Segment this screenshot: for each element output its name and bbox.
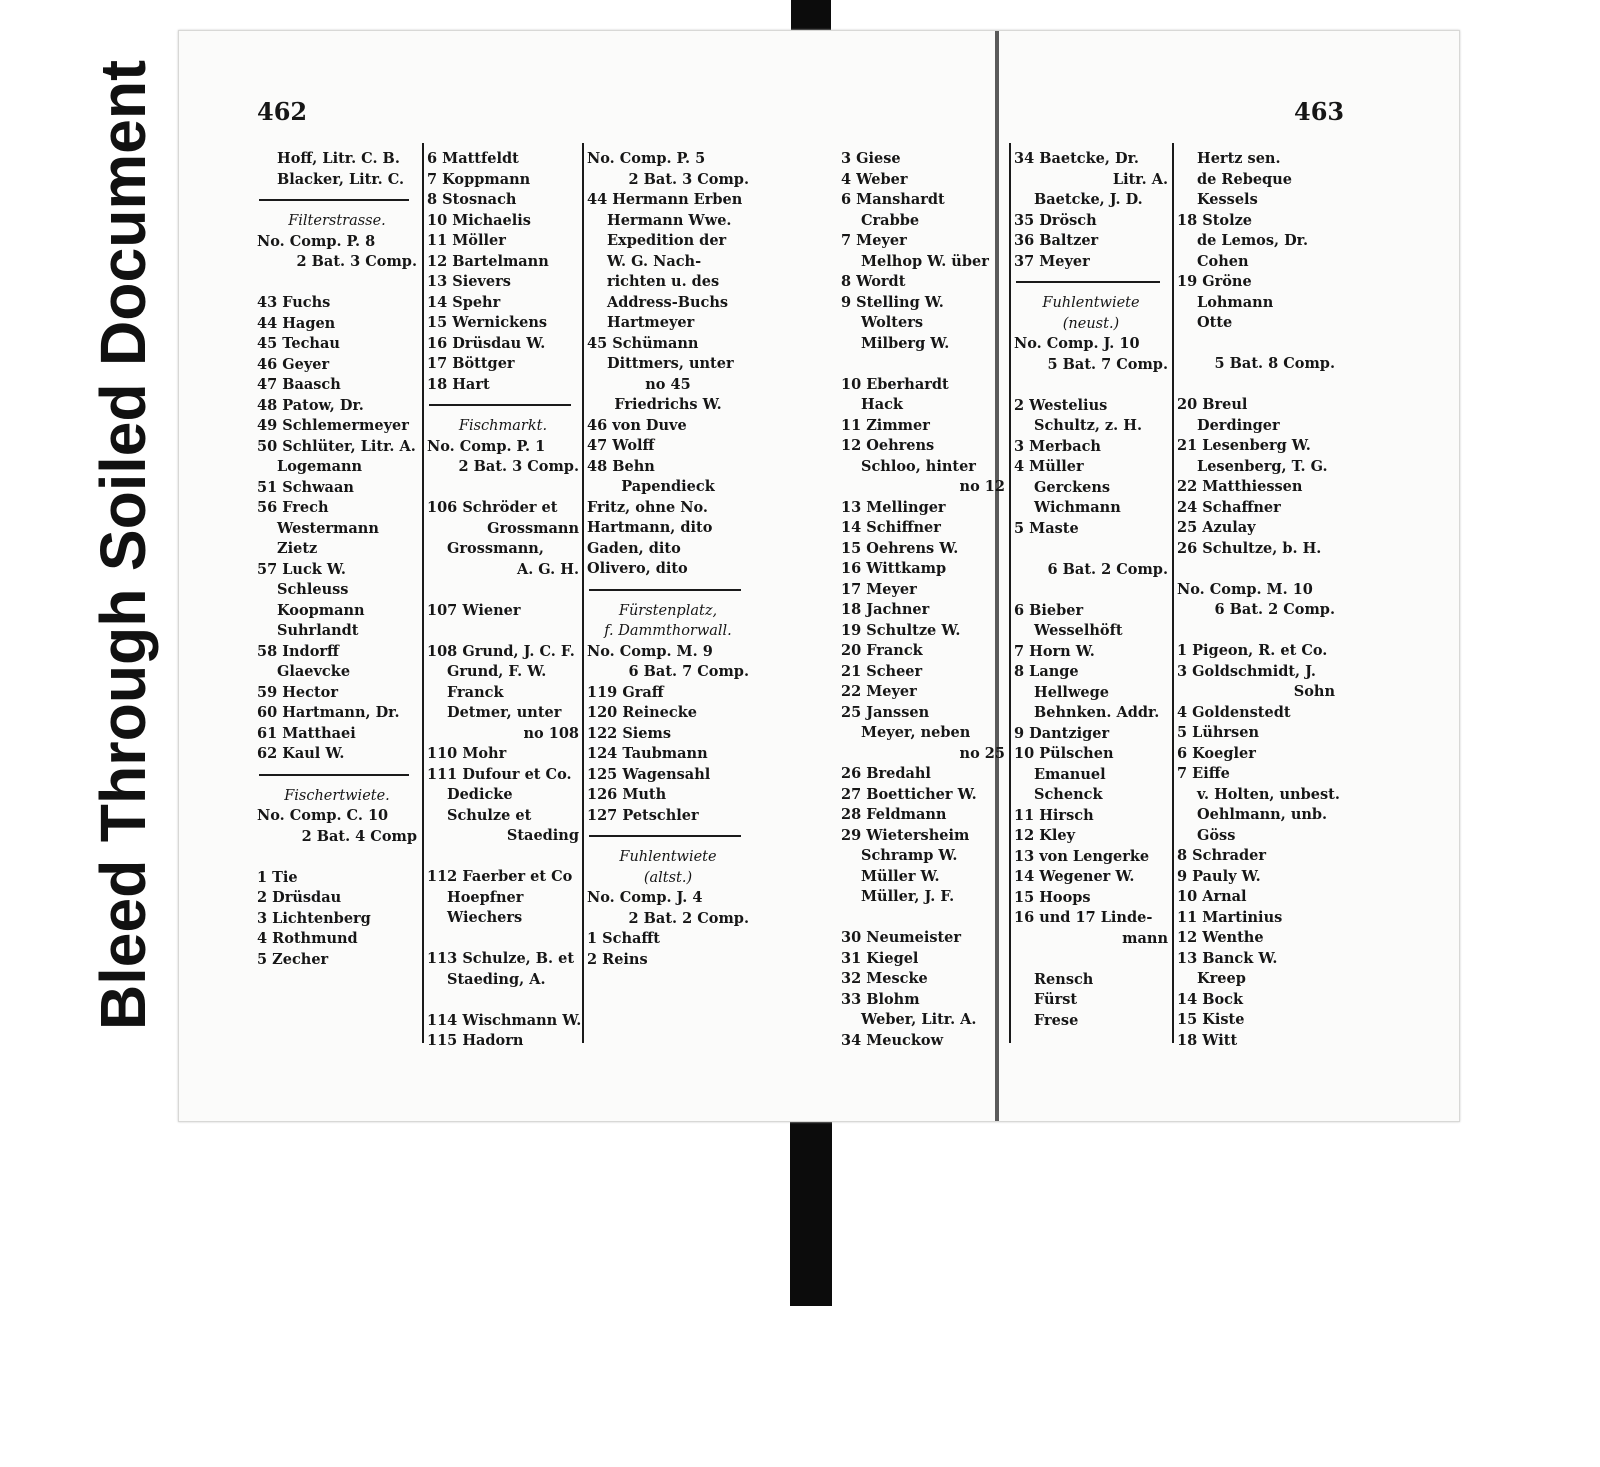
directory-entry: Müller W. (861, 867, 940, 885)
directory-entry: Behnken. Addr. (1034, 704, 1160, 721)
blank-line (1014, 580, 1168, 601)
directory-entry: 13 Sievers (427, 273, 511, 290)
directory-entry: 114 Wischmann W. (427, 1011, 582, 1029)
directory-entry: 10 Arnal (1177, 888, 1247, 905)
directory-entry: 37 Meyer (1014, 252, 1090, 270)
directory-entry: 2 Bat. 4 Comp (301, 827, 417, 845)
directory-entry: Grossmann (487, 519, 579, 537)
directory-entry: 5 Maste (1014, 519, 1079, 537)
directory-column-2 (427, 149, 582, 1052)
directory-entry: 4 Müller (1014, 458, 1084, 475)
directory-column-5 (1014, 149, 1168, 1031)
directory-entry: Koopmann (277, 601, 365, 619)
directory-entry: 46 von Duve (587, 416, 687, 434)
directory-entry: Gaden, dito (587, 539, 681, 557)
bleed-through-stamp (65, 30, 175, 1070)
directory-entry: 1 Pigeon, R. et Co. (1177, 642, 1328, 659)
column-rule (422, 143, 424, 1043)
directory-entry: 62 Kaul W. (257, 745, 345, 762)
directory-entry: 5 Bat. 7 Comp. (1047, 355, 1168, 373)
directory-entry: No. Comp. P. 5 (587, 150, 706, 167)
section-rule (429, 404, 571, 406)
directory-entry: Oehlmann, unb. (1197, 806, 1328, 823)
directory-entry: 12 Oehrens (841, 437, 935, 454)
blank-line (1014, 539, 1168, 560)
section-rule (1016, 281, 1160, 283)
directory-entry: 14 Bock (1177, 990, 1244, 1008)
gutter-tab-bottom (790, 1108, 832, 1306)
directory-entry: Franck (447, 683, 504, 701)
directory-entry: 33 Blohm (841, 990, 920, 1008)
directory-entry: W. G. Nach- (607, 252, 702, 270)
directory-entry: 15 Wernickens (427, 314, 548, 331)
street-heading: Fischmarkt. (458, 418, 548, 434)
directory-entry: 57 Luck W. (257, 560, 346, 578)
directory-entry: 18 Jachner (841, 601, 930, 618)
directory-entry: 44 Hermann Erben (587, 191, 743, 208)
directory-entry: Otte (1197, 314, 1233, 331)
directory-entry: 6 Mattfeldt (427, 150, 519, 167)
directory-entry: 7 Koppmann (427, 170, 531, 188)
directory-entry: Schleuss (277, 581, 349, 598)
directory-entry: 5 Bat. 8 Comp. (1214, 355, 1335, 372)
directory-entry: Derdinger (1197, 416, 1280, 434)
directory-entry: Gerckens (1034, 478, 1111, 496)
directory-entry: Litr. A. (1112, 170, 1168, 188)
directory-entry: Schloo, hinter (861, 457, 976, 475)
directory-entry: 6 Koegler (1177, 744, 1256, 762)
directory-entry: 3 Goldschmidt, J. (1177, 662, 1316, 680)
directory-entry: 19 Schultze W. (841, 621, 961, 639)
directory-entry: 28 Feldmann (841, 806, 947, 823)
blank-line (1177, 621, 1335, 642)
directory-entry: Hack (861, 396, 903, 413)
directory-entry: Schultz, z. H. (1034, 417, 1142, 434)
directory-entry: 60 Hartmann, Dr. (257, 704, 400, 721)
directory-entry: Hartmann, dito (587, 519, 713, 536)
blank-line (257, 847, 417, 868)
directory-entry: 4 Rothmund (257, 930, 358, 947)
directory-entry: 58 Indorff (257, 642, 339, 660)
directory-entry: Wiechers (447, 909, 523, 926)
directory-entry: 10 Michaelis (427, 211, 531, 229)
directory-entry: 27 Boetticher W. (841, 785, 977, 803)
directory-entry: 10 Pülschen (1014, 745, 1114, 762)
directory-entry: Wichmann (1034, 499, 1121, 516)
directory-entry: 14 Spehr (427, 293, 501, 311)
directory-entry: 6 Bat. 2 Comp. (1047, 560, 1168, 578)
directory-entry: Rensch (1034, 970, 1094, 988)
directory-entry: 9 Stelling W. (841, 293, 944, 311)
directory-entry: 26 Bredahl (841, 765, 931, 782)
directory-entry: no 108 (523, 724, 579, 742)
directory-entry: 16 Drüsdau W. (427, 334, 546, 352)
directory-entry: Papendieck (621, 478, 715, 495)
directory-entry: Frese (1034, 1011, 1079, 1029)
directory-entry: 9 Dantziger (1014, 724, 1110, 742)
directory-entry: 6 Manshardt (841, 191, 945, 208)
directory-entry: Zietz (277, 540, 318, 557)
directory-entry: Schramp W. (861, 847, 958, 864)
section-rule (589, 589, 741, 591)
directory-entry: Lohmann (1197, 293, 1274, 311)
directory-entry: 34 Baetcke, Dr. (1014, 150, 1139, 167)
street-heading: f. Dammthorwall. (604, 623, 732, 639)
column-rule (1009, 143, 1011, 1043)
section-rule (589, 835, 741, 837)
directory-entry: 111 Dufour et Co. (427, 765, 572, 783)
directory-entry: Wesselhöft (1034, 622, 1123, 639)
directory-entry: 21 Scheer (841, 662, 923, 680)
directory-entry: 3 Lichtenberg (257, 909, 371, 927)
street-heading: (neust.) (1062, 315, 1120, 332)
directory-entry: 11 Möller (427, 232, 506, 249)
directory-entry: 5 Zecher (257, 950, 329, 968)
book-spread (178, 30, 1460, 1122)
directory-entry: No. Comp. P. 8 (257, 232, 376, 250)
directory-entry: 12 Bartelmann (427, 252, 549, 270)
directory-entry: 7 Eiffe (1177, 765, 1230, 782)
directory-entry: 16 und 17 Linde- (1014, 909, 1153, 926)
directory-entry: Baetcke, J. D. (1034, 191, 1143, 208)
directory-entry: 115 Hadorn (427, 1032, 524, 1049)
directory-entry: no 25 (959, 744, 1005, 762)
directory-entry: Fritz, ohne No. (587, 498, 708, 516)
directory-entry: No. Comp. J. 4 (587, 889, 703, 906)
blank-line (427, 847, 579, 868)
directory-entry: 31 Kiegel (841, 949, 919, 967)
directory-entry: 30 Neumeister (841, 929, 962, 946)
blank-line (1014, 949, 1168, 970)
directory-entry: 106 Schröder et (427, 499, 558, 516)
directory-entry: 22 Meyer (841, 683, 917, 700)
blank-line (841, 908, 1005, 929)
directory-entry: 48 Behn (587, 457, 655, 475)
directory-entry: 113 Schulze, B. et (427, 950, 575, 967)
directory-entry: mann (1122, 929, 1168, 947)
directory-entry: Dedicke (447, 786, 513, 803)
directory-entry: No. Comp. M. 10 (1177, 580, 1313, 598)
directory-entry: 44 Hagen (257, 314, 336, 332)
directory-entry: 119 Graff (587, 683, 664, 701)
directory-entry: 26 Schultze, b. H. (1177, 539, 1322, 557)
right-page-number: 463 (1294, 97, 1345, 126)
directory-entry: 8 Lange (1014, 663, 1079, 680)
directory-entry: 46 Geyer (257, 355, 330, 373)
directory-entry: 11 Martinius (1177, 908, 1283, 926)
directory-entry: v. Holten, unbest. (1197, 785, 1340, 803)
street-heading: Fuhlentwiete (619, 849, 717, 865)
blank-line (427, 990, 579, 1011)
directory-entry: 17 Meyer (841, 580, 917, 598)
directory-entry: 1 Tie (257, 868, 298, 886)
street-heading: Filterstrasse. (288, 213, 386, 229)
directory-entry: 2 Westelius (1014, 396, 1108, 414)
directory-entry: 59 Hector (257, 683, 338, 701)
directory-column-1 (257, 149, 417, 970)
directory-entry: Kreep (1197, 970, 1246, 987)
directory-entry: 18 Stolze (1177, 211, 1253, 229)
directory-entry: Sohn (1293, 683, 1335, 700)
directory-entry: Wolters (861, 314, 924, 331)
blank-line (427, 580, 579, 601)
directory-entry: Hellwege (1034, 683, 1110, 701)
directory-entry: 47 Wolff (587, 437, 655, 454)
directory-entry: 20 Breul (1177, 396, 1248, 413)
directory-entry: 21 Lesenberg W. (1177, 437, 1311, 454)
directory-entry: Expedition der (607, 232, 727, 249)
directory-entry: 17 Böttger (427, 355, 515, 372)
street-heading: Fuhlentwiete (1042, 295, 1140, 311)
directory-entry: no 12 (959, 478, 1005, 495)
directory-entry: 12 Wenthe (1177, 929, 1264, 946)
directory-entry: 107 Wiener (427, 601, 521, 619)
blank-line (1014, 375, 1168, 396)
column-rule (582, 143, 584, 1043)
directory-entry: 4 Weber (841, 170, 908, 188)
directory-entry: 2 Bat. 3 Comp. (628, 170, 749, 188)
directory-entry: Göss (1197, 826, 1236, 844)
blank-line (257, 273, 417, 294)
directory-entry: Meyer, neben (861, 724, 971, 741)
directory-entry: 4 Goldenstedt (1177, 703, 1291, 721)
directory-entry: Dittmers, unter (607, 355, 734, 372)
directory-entry: Kessels (1197, 191, 1258, 208)
directory-entry: 5 Lührsen (1177, 724, 1259, 741)
directory-entry: Staeding (506, 827, 579, 844)
directory-entry: 43 Fuchs (257, 294, 331, 311)
directory-entry: 22 Matthiessen (1177, 478, 1303, 495)
directory-entry: 50 Schlüter, Litr. A. (257, 437, 416, 455)
directory-entry: Müller, J. F. (861, 888, 955, 905)
directory-entry: Logemann (277, 458, 363, 475)
directory-entry: 3 Merbach (1014, 437, 1101, 455)
directory-entry: 7 Horn W. (1014, 642, 1095, 660)
directory-entry: 24 Schaffner (1177, 498, 1281, 516)
directory-entry: Olivero, dito (587, 560, 688, 577)
directory-entry: Detmer, unter (447, 704, 562, 721)
directory-entry: 32 Mescke (841, 970, 928, 987)
directory-entry: 11 Hirsch (1014, 806, 1094, 824)
directory-entry: 13 Mellinger (841, 498, 946, 516)
blank-line (1177, 559, 1335, 580)
directory-entry: 8 Wordt (841, 273, 906, 290)
directory-entry: 2 Bat. 2 Comp. (628, 909, 749, 927)
street-heading: Fürstenplatz, (618, 602, 718, 619)
directory-entry: 51 Schwaan (257, 478, 354, 496)
directory-column-4 (841, 149, 1005, 1051)
directory-entry: 36 Baltzer (1014, 232, 1099, 249)
directory-entry: No. Comp. P. 1 (427, 437, 546, 455)
directory-entry: 3 Giese (841, 150, 901, 167)
blank-line (427, 621, 579, 642)
blank-line (841, 354, 1005, 375)
directory-entry: 6 Bieber (1014, 601, 1084, 619)
directory-entry: 110 Mohr (427, 745, 507, 762)
directory-entry: de Lemos, Dr. (1197, 232, 1309, 249)
directory-entry: 9 Pauly W. (1177, 867, 1261, 885)
directory-entry: 20 Franck (841, 642, 923, 659)
directory-entry: Emanuel (1034, 765, 1106, 783)
column-rule (1172, 143, 1174, 1043)
directory-entry: 2 Drüsdau (257, 889, 342, 906)
directory-entry: 14 Wegener W. (1014, 868, 1135, 885)
directory-entry: 13 von Lengerke (1014, 847, 1150, 865)
directory-entry: 12 Kley (1014, 827, 1075, 844)
directory-entry: Blacker, Litr. C. (277, 170, 405, 188)
directory-entry: 45 Schümann (587, 334, 699, 352)
stamp-text: Bleed Through Soiled Document (87, 37, 159, 1030)
directory-entry: 7 Meyer (841, 232, 907, 249)
directory-column-6 (1177, 149, 1340, 1051)
directory-entry: Melhop W. über (861, 252, 989, 270)
directory-entry: 2 Reins (587, 950, 648, 968)
directory-entry: 29 Wietersheim (841, 826, 970, 844)
directory-entry: Grossmann, (447, 540, 544, 557)
directory-entry: Cohen (1197, 252, 1249, 270)
directory-entry: Friedrichs W. (614, 396, 722, 413)
directory-entry: Crabbe (861, 211, 920, 229)
directory-entry: 15 Oehrens W. (841, 539, 959, 557)
directory-entry: 56 Frech (257, 499, 329, 516)
directory-entry: 34 Meuckow (841, 1031, 944, 1049)
directory-entry: Hoff, Litr. C. B. (277, 150, 400, 167)
directory-entry: Milberg W. (861, 334, 950, 352)
blank-line (427, 929, 579, 950)
directory-entry: 48 Patow, Dr. (257, 396, 364, 414)
directory-entry: 2 Bat. 3 Comp. (458, 458, 579, 475)
directory-entry: Weber, Litr. A. (861, 1011, 977, 1028)
blank-line (427, 478, 579, 499)
directory-entry: 14 Schiffner (841, 519, 941, 536)
directory-entry: de Rebeque (1197, 170, 1292, 188)
directory-entry: no 45 (645, 375, 691, 393)
directory-entry: Fürst (1034, 991, 1078, 1008)
directory-entry: Staeding, A. (447, 970, 546, 988)
directory-entry: Grund, F. W. (447, 663, 547, 680)
directory-entry: Hoepfner (447, 888, 524, 906)
directory-entry: 8 Stosnach (427, 191, 517, 208)
directory-entry: Schenck (1034, 786, 1103, 803)
directory-entry: A. G. H. (516, 560, 579, 578)
directory-entry: 25 Janssen (841, 703, 930, 721)
directory-entry: 19 Gröne (1177, 273, 1252, 290)
directory-entry: 25 Azulay (1177, 519, 1256, 536)
directory-entry: richten u. des (607, 273, 720, 290)
directory-entry: 108 Grund, J. C. F. (427, 642, 575, 660)
directory-entry: 2 Bat. 3 Comp. (296, 253, 417, 270)
directory-entry: 6 Bat. 2 Comp. (1214, 601, 1335, 618)
directory-entry: Westermann (277, 519, 379, 537)
directory-entry: 122 Siems (587, 724, 672, 742)
directory-entry: No. Comp. C. 10 (257, 807, 389, 824)
directory-entry: Address-Buchs (607, 293, 729, 311)
directory-entry: Schulze et (447, 806, 532, 824)
directory-entry: 124 Taubmann (587, 745, 708, 762)
directory-entry: Hartmeyer (607, 314, 695, 331)
blank-line (1177, 375, 1335, 396)
directory-entry: 8 Schrader (1177, 847, 1267, 864)
directory-entry: 125 Wagensahl (587, 765, 711, 783)
directory-entry: 18 Witt (1177, 1031, 1238, 1049)
street-heading: (altst.) (643, 869, 693, 886)
directory-entry: Glaevcke (277, 663, 351, 680)
directory-entry: 6 Bat. 7 Comp. (628, 663, 749, 680)
directory-entry: 13 Banck W. (1177, 949, 1278, 967)
directory-entry: 112 Faerber et Co (427, 868, 573, 885)
directory-entry: 18 Hart (427, 375, 490, 393)
directory-entry: 61 Matthaei (257, 724, 356, 742)
directory-entry: Suhrlandt (277, 622, 359, 639)
blank-line (1177, 334, 1335, 355)
directory-entry: 49 Schlemermeyer (257, 417, 409, 434)
directory-entry: 45 Techau (257, 335, 340, 352)
directory-entry: Lesenberg, T. G. (1197, 457, 1328, 475)
directory-entry: 120 Reinecke (587, 704, 697, 721)
left-page-number: 462 (257, 97, 308, 126)
directory-entry: No. Comp. M. 9 (587, 642, 713, 660)
directory-column-3 (587, 149, 749, 970)
directory-entry: 15 Hoops (1014, 888, 1091, 906)
directory-entry: 126 Muth (587, 786, 667, 803)
street-heading: Fischertwiete. (284, 787, 390, 804)
section-rule (259, 774, 409, 776)
gutter-tab-top (791, 0, 831, 30)
directory-entry: 35 Drösch (1014, 211, 1097, 229)
directory-entry: Hertz sen. (1197, 150, 1281, 167)
directory-entry: 127 Petschler (587, 806, 699, 824)
directory-entry: 1 Schafft (587, 930, 660, 947)
directory-entry: No. Comp. J. 10 (1014, 335, 1140, 352)
directory-entry: Hermann Wwe. (607, 211, 732, 229)
directory-entry: 11 Zimmer (841, 416, 930, 434)
section-rule (259, 199, 409, 201)
directory-entry: 15 Kiste (1177, 1011, 1245, 1028)
directory-entry: 10 Eberhardt (841, 375, 949, 393)
directory-entry: 47 Baasch (257, 376, 341, 393)
directory-entry: 16 Wittkamp (841, 560, 947, 577)
